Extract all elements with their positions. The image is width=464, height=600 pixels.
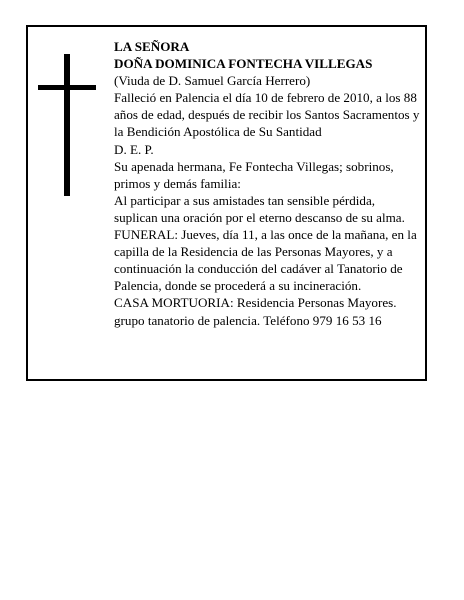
obituary-text [114,38,420,329]
cross-horizontal-bar [38,85,96,90]
mortuary-house-line: CASA MORTUORIA: Residencia Personas Mayores. [114,295,397,311]
family-paragraph: Su apenada hermana, Fe Fontecha Villegas; sobrinos, primos y demás familia: [114,158,394,191]
contact-line: grupo tanatorio de palencia. Teléfono 979 16 53 16 [114,312,382,328]
notice-heading: LA SEÑORA [114,39,190,54]
request-paragraph: Al participar a sus amistades tan sensible pérdida, suplican una oración por el eterno descanso de su alma. [114,192,405,225]
widow-of-line: (Viuda de D. Samuel García Herrero) [114,73,311,89]
deceased-name: DOÑA DOMINICA FONTECHA VILLEGAS [114,56,373,72]
cross-vertical-bar [64,54,70,196]
death-info-paragraph: Falleció en Palencia el día 10 de febrero de 2010, a los 88 años de edad, después de recibir los Santos Sacramentos y la Bendición Apostólica de Su Santidad [114,90,420,140]
rip-line: D. E. P. [114,141,154,157]
funeral-paragraph: FUNERAL: Jueves, día 11, a las once de la mañana, en la capilla de la Residencia de las Personas Mayores, y a continuación la conducción del cadáver al Tanatorio de Palencia, donde se procederá a su incineración. [114,227,417,294]
